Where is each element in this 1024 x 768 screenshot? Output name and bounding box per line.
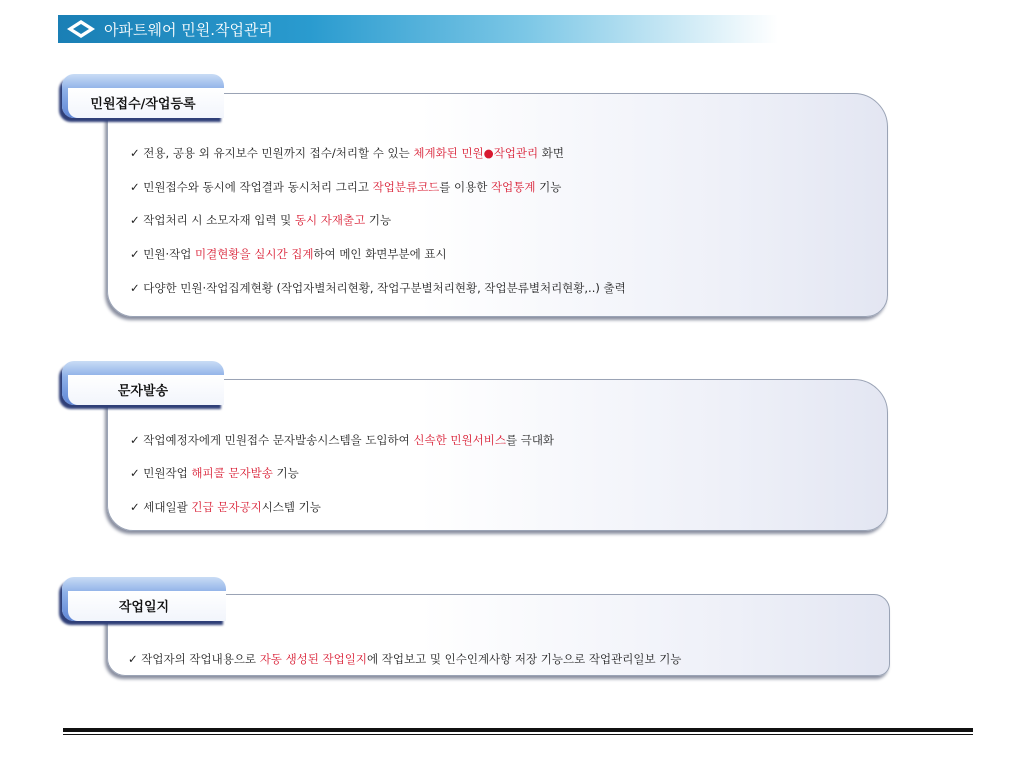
list-item (130, 212, 391, 228)
item-text: 기능 (272, 466, 299, 480)
item-text: 화면 (538, 146, 565, 160)
list-item (130, 432, 554, 448)
item-text: 를 극대화 (505, 433, 555, 447)
highlight-text: 작업분류코드 (372, 180, 440, 194)
highlight-text: 미결현황을 실시간 집계 (195, 247, 314, 261)
item-text: ✓ 작업처리 시 소모자재 입력 및 (130, 213, 295, 227)
list-item (128, 651, 681, 667)
item-text: ✓ 작업예정자에게 민원접수 문자발송시스템을 도입하여 (130, 433, 414, 447)
item-text: 기능 (535, 180, 562, 194)
item-text: 하여 메인 화면부분에 표시 (313, 247, 447, 261)
item-text: ✓ 민원·작업 (130, 247, 196, 261)
page-title: 아파트웨어 민원.작업관리 (104, 21, 273, 39)
item-text: 에 작업보고 및 인수인계사항 저장 기능으로 작업관리일보 기능 (367, 652, 682, 666)
highlight-text: 작업통계 (491, 180, 536, 194)
item-text: ✓ 세대일괄 (130, 500, 192, 514)
tab-label: 민원접수/작업등록 (90, 97, 196, 112)
item-text: ✓ 민원접수와 동시에 작업결과 동시처리 그리고 (130, 180, 373, 194)
tab-label: 문자발송 (117, 384, 169, 399)
tab-label: 작업일지 (118, 600, 170, 615)
item-text: 기능 (365, 213, 392, 227)
list-item (130, 246, 447, 262)
tab-sms (62, 361, 224, 405)
item-text: 시스템 기능 (261, 500, 321, 514)
list-item (130, 145, 564, 161)
tab-complaint-registration (62, 74, 224, 118)
highlight-text: 체계화된 민원●작업관리 (413, 146, 539, 160)
tab-worklog (62, 577, 226, 621)
list-item (130, 465, 299, 481)
footer-rule (63, 728, 973, 732)
highlight-text: 신속한 민원서비스 (413, 433, 506, 447)
item-text: ✓ 전용, 공용 외 유지보수 민원까지 접수/처리할 수 있는 (130, 146, 414, 160)
item-text: ✓ 민원작업 (130, 466, 192, 480)
list-item (130, 499, 321, 515)
item-text: ✓ 다양한 민원·작업집계현황 (작업자별처리현황, 작업구분별처리현황, 작업분류별처리현황,..) 출력 (130, 281, 626, 295)
diamond-icon (66, 19, 96, 39)
list-item (130, 179, 561, 195)
highlight-text: 자동 생성된 작업일지 (259, 652, 367, 666)
highlight-text: 동시 자재출고 (294, 213, 366, 227)
list-item (130, 280, 626, 296)
highlight-text: 해피콜 문자발송 (191, 466, 273, 480)
title-bar (58, 15, 778, 43)
footer-rule-thin (63, 734, 973, 735)
highlight-text: 긴급 문자공지 (191, 500, 262, 514)
item-text: 를 이용한 (439, 180, 492, 194)
item-text: ✓ 작업자의 작업내용으로 (128, 652, 260, 666)
